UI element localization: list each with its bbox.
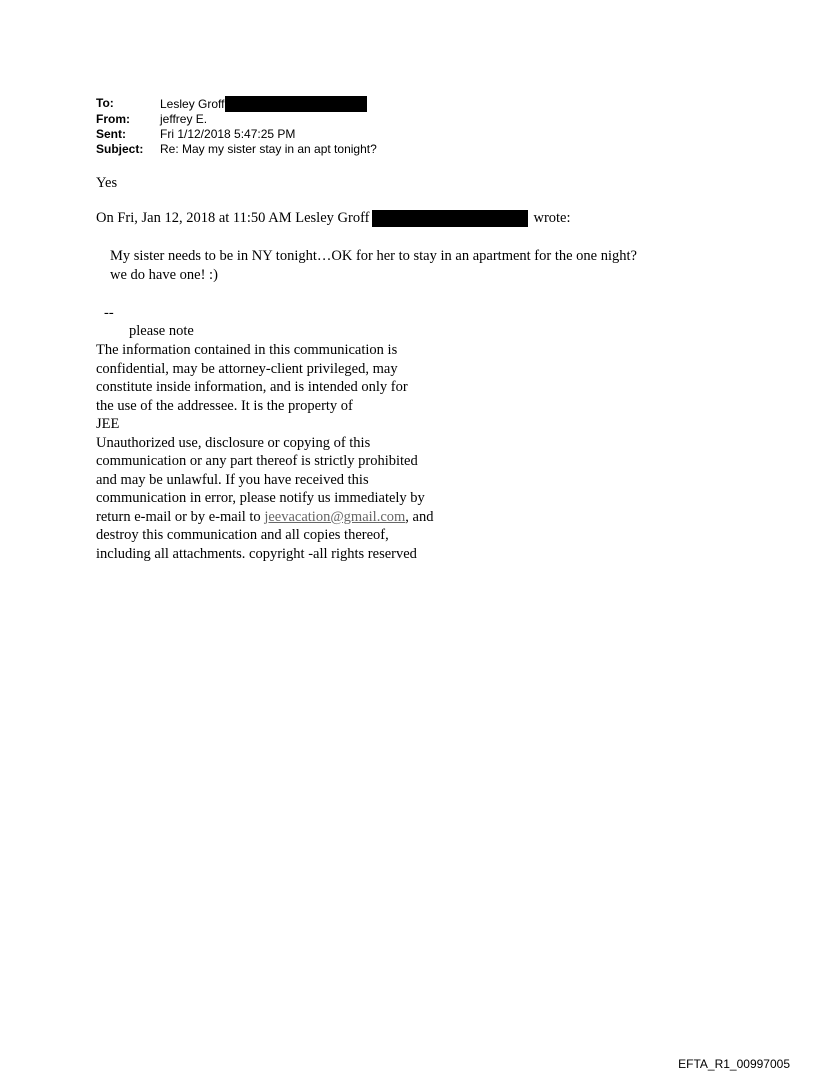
document-id: EFTA_R1_00997005 xyxy=(678,1057,790,1071)
disclaimer xyxy=(96,341,433,563)
email-header xyxy=(96,96,377,157)
quoted-line: My sister needs to be in NY tonight…OK for her to stay in an apartment for the one night? xyxy=(110,248,637,264)
quote-intro xyxy=(96,209,571,228)
note-title: please note xyxy=(129,323,194,339)
redaction-bar xyxy=(225,96,367,112)
disclaimer-line: constitute inside information, and is intended only for xyxy=(96,379,408,395)
disclaimer-link-prefix: return e-mail or by e-mail to xyxy=(96,508,265,525)
to-value xyxy=(160,96,367,112)
quoted-line: we do have one! :) xyxy=(110,266,218,283)
sent-label: Sent: xyxy=(96,127,126,141)
disclaimer-line: The information contained in this communication is xyxy=(96,342,398,358)
signature-separator: -- xyxy=(104,305,114,321)
from-label: From: xyxy=(96,112,130,126)
from-row xyxy=(96,112,377,127)
disclaimer-link-line xyxy=(96,508,433,527)
email-link[interactable]: jeevacation@gmail.com xyxy=(264,508,406,525)
subject-row xyxy=(96,142,377,157)
to-label: To: xyxy=(96,96,114,110)
to-name: Lesley Groff xyxy=(160,96,225,111)
to-row xyxy=(96,96,377,112)
redaction-bar xyxy=(372,210,528,227)
quote-intro-text: On Fri, Jan 12, 2018 at 11:50 AM Lesley Groff xyxy=(96,210,370,226)
sent-row xyxy=(96,127,377,142)
subject-value: Re: May my sister stay in an apt tonight? xyxy=(160,142,377,156)
reply-text: Yes xyxy=(96,175,118,191)
subject-label: Subject: xyxy=(96,142,144,156)
disclaimer-link-suffix: , and xyxy=(405,508,434,525)
disclaimer-line: including all attachments. copyright -all rights reserved xyxy=(96,545,417,562)
disclaimer-line: destroy this communication and all copies thereof, xyxy=(96,527,389,543)
disclaimer-line: confidential, may be attorney-client privileged, may xyxy=(96,360,398,377)
quoted-message xyxy=(110,247,637,284)
disclaimer-line: and may be unlawful. If you have received this xyxy=(96,471,369,488)
from-value: jeffrey E. xyxy=(160,112,208,126)
disclaimer-line: communication in error, please notify us immediately by xyxy=(96,490,425,506)
disclaimer-line: Unauthorized use, disclosure or copying of this xyxy=(96,434,371,451)
quote-intro-wrote: wrote: xyxy=(533,210,571,226)
disclaimer-line: JEE xyxy=(96,416,120,432)
disclaimer-line: communication or any part thereof is strictly prohibited xyxy=(96,453,418,469)
disclaimer-line: the use of the addressee. It is the property of xyxy=(96,397,353,414)
sent-value: Fri 1/12/2018 5:47:25 PM xyxy=(160,127,296,141)
